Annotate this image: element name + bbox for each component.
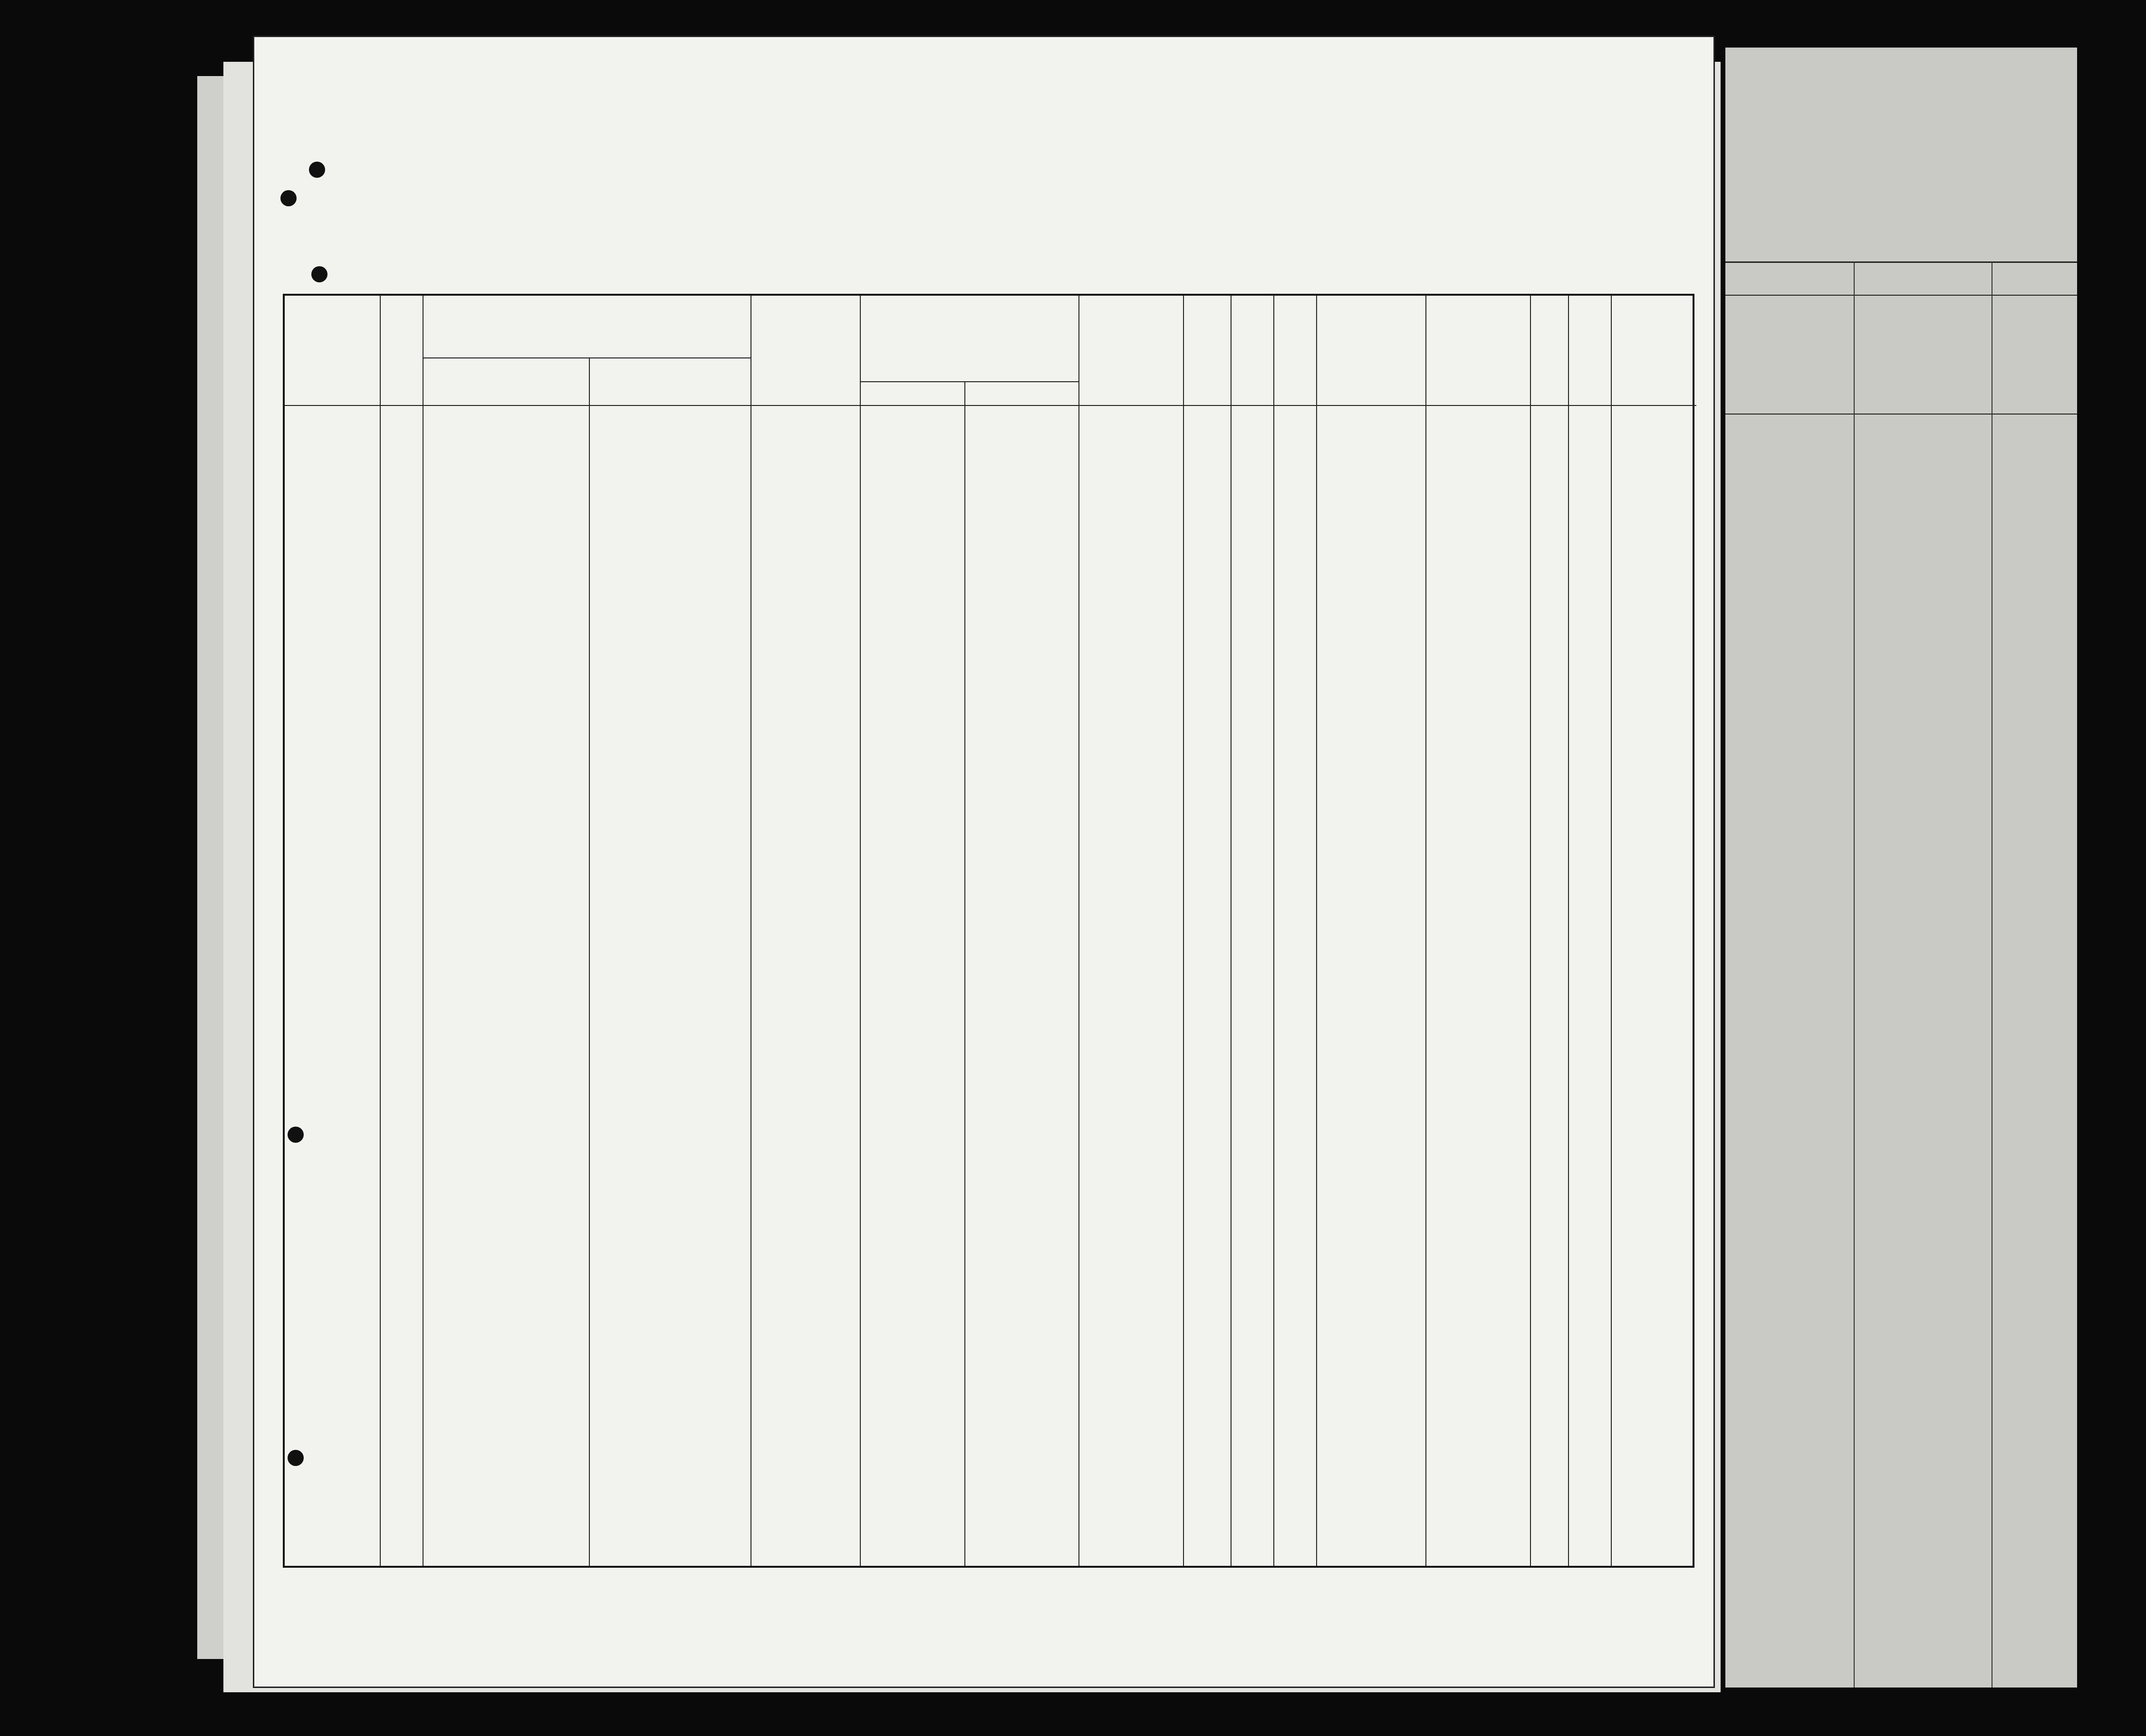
column-divider	[380, 296, 381, 1566]
name-header-rule	[423, 357, 751, 358]
manifest-sheet	[254, 37, 1713, 1687]
subcolumn-divider	[589, 357, 590, 1566]
column-divider	[1611, 296, 1612, 1566]
panel-rule	[1725, 295, 2077, 296]
column-divider	[1231, 296, 1232, 1566]
panel-rule	[1725, 261, 2077, 263]
column-divider	[1568, 296, 1569, 1566]
punch-hole	[288, 1127, 304, 1143]
column-divider	[1425, 296, 1426, 1566]
visa-panel	[1725, 48, 2077, 1688]
punch-hole	[280, 190, 297, 206]
punch-hole	[288, 1450, 304, 1466]
panel-rule	[1725, 414, 2077, 415]
column-divider	[1316, 296, 1317, 1566]
subcolumn-divider	[964, 381, 965, 1566]
header-bottom-rule	[285, 405, 1696, 406]
crew-table	[283, 294, 1694, 1568]
punch-hole	[309, 162, 325, 178]
column-divider	[860, 296, 861, 1566]
vessel-line	[356, 249, 718, 269]
punch-hole	[311, 266, 327, 282]
panel-divider	[1854, 261, 1855, 1688]
column-divider	[1273, 296, 1274, 1566]
column-divider	[1183, 296, 1184, 1566]
column-divider	[1078, 296, 1079, 1566]
shipped-header-rule	[860, 381, 1078, 382]
column-divider	[1530, 296, 1531, 1566]
